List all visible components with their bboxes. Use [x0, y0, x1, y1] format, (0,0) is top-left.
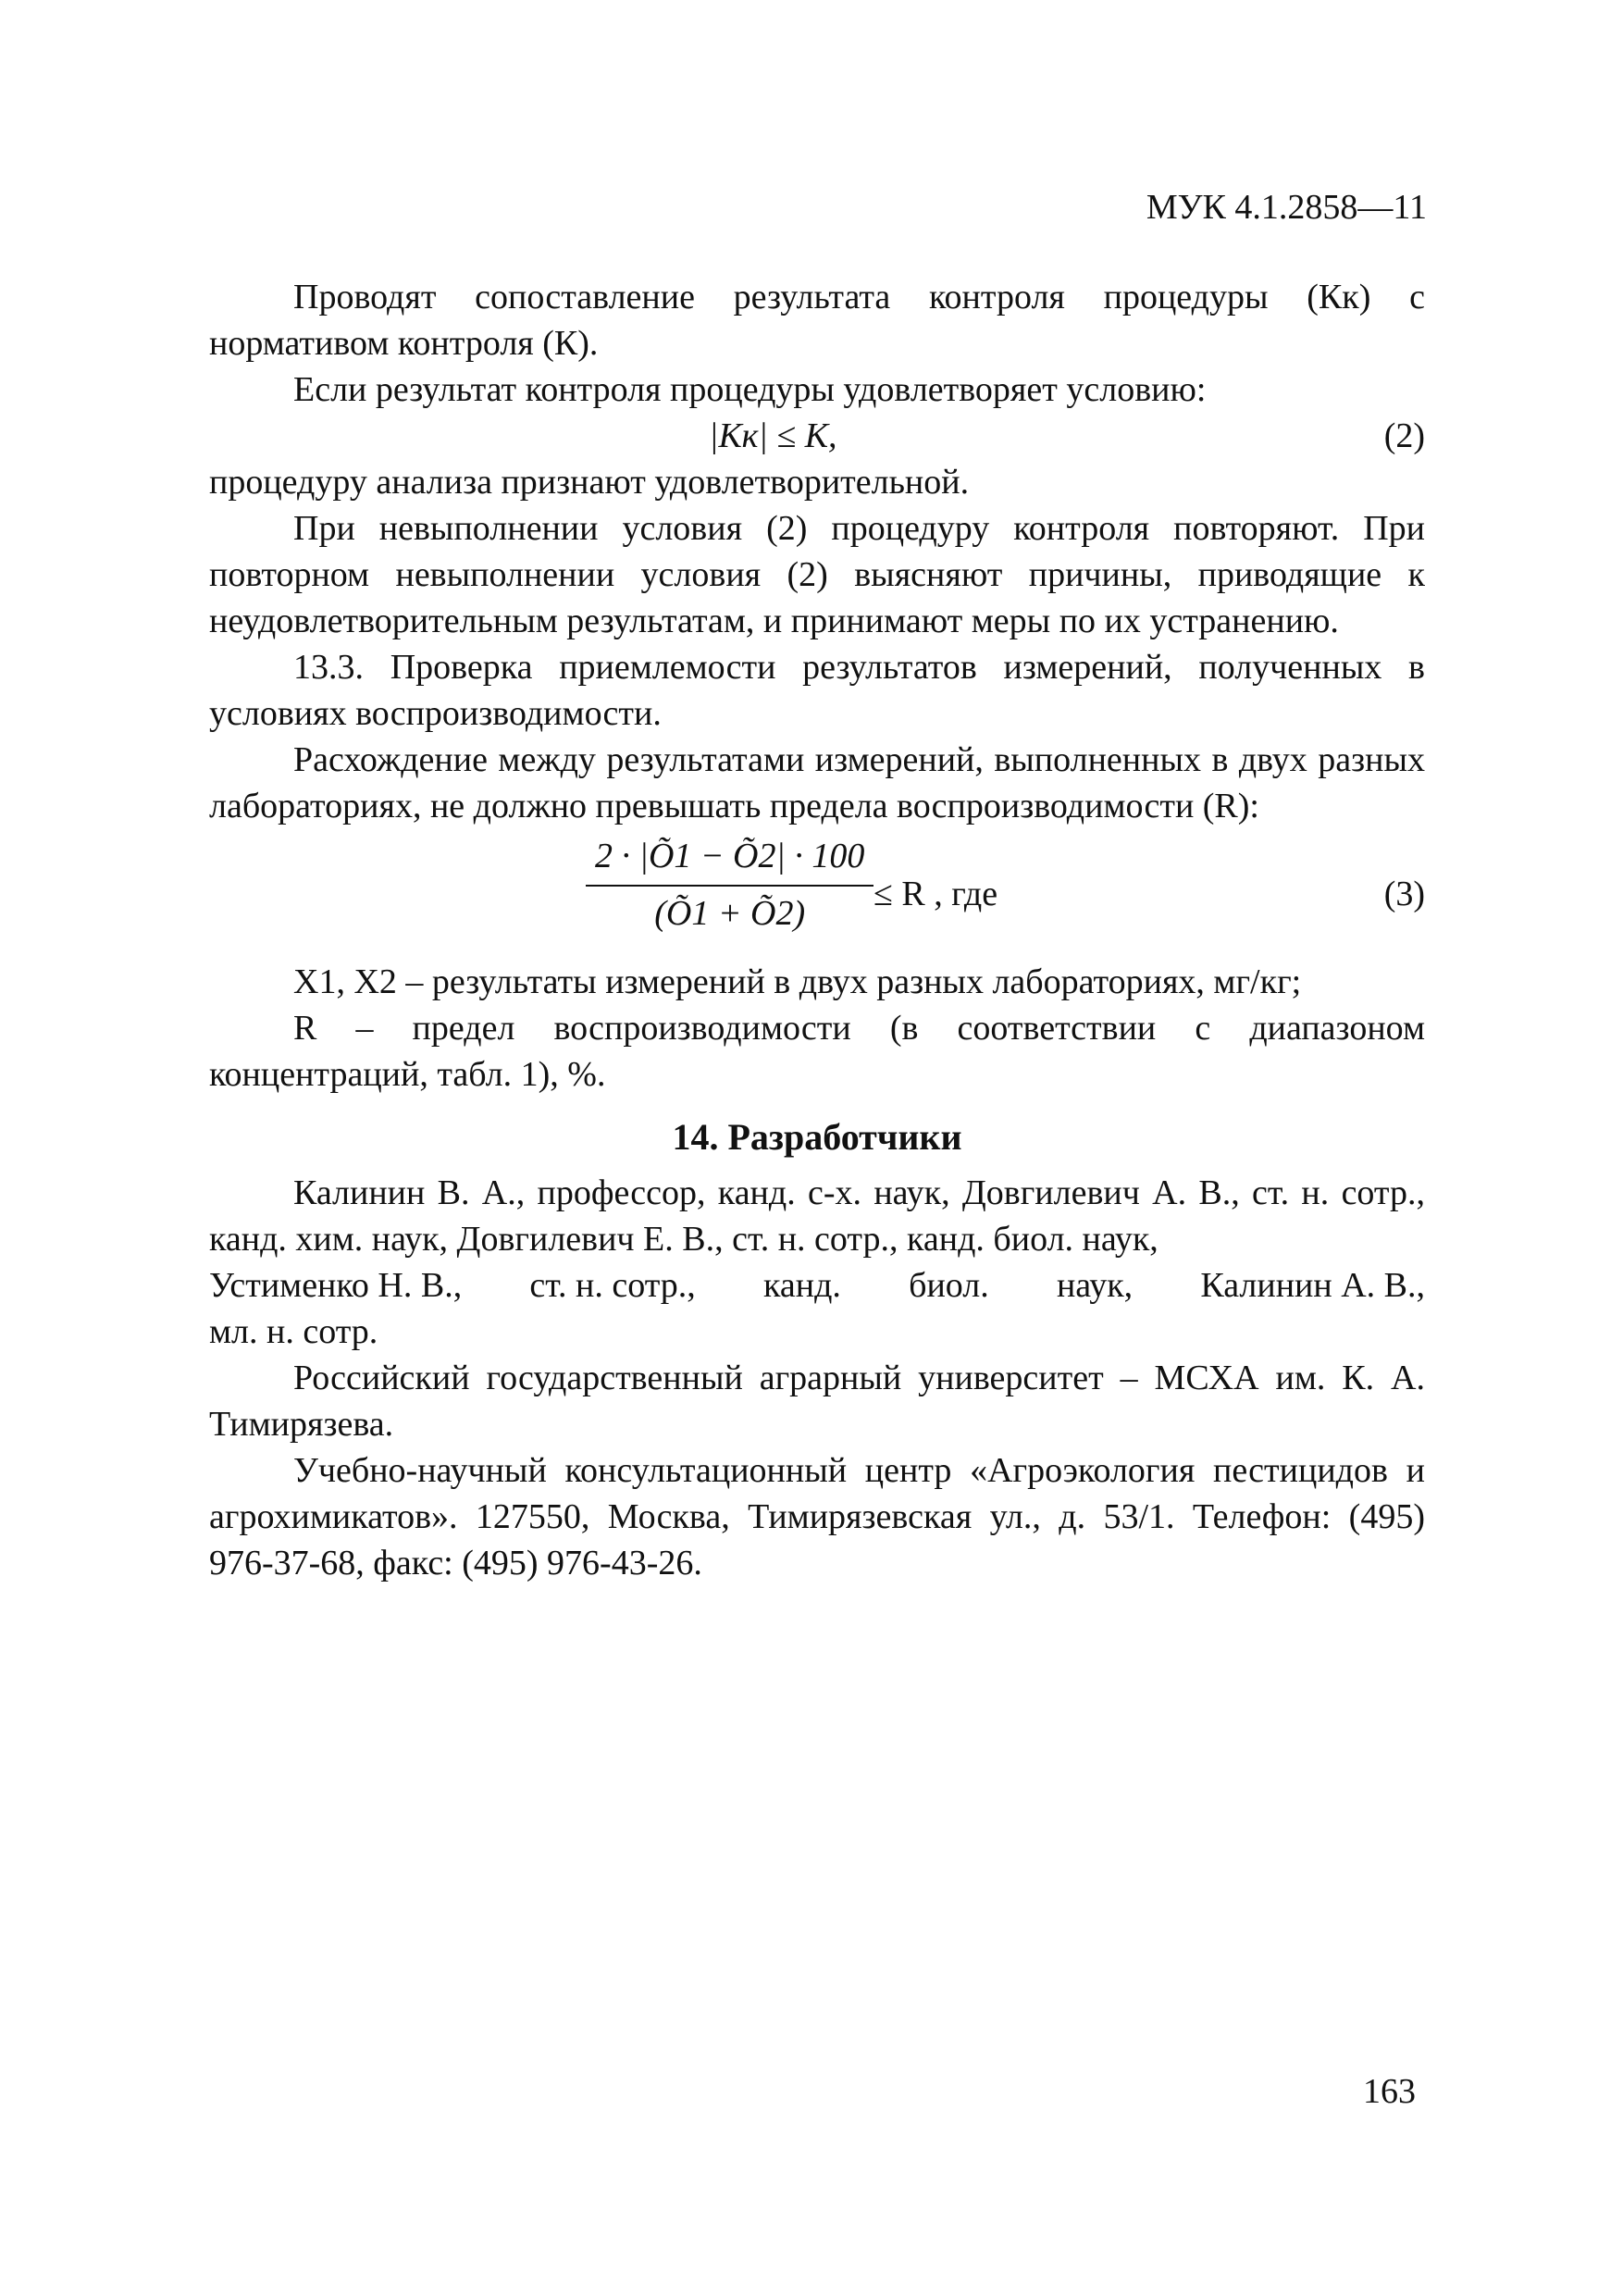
paragraph-satisfactory: процедуру анализа признают удовлетворительной. — [209, 463, 970, 502]
paragraph-comparison: Проводят сопоставление результата контроля процедуры (Кк) с нормативом контроля (К). — [209, 278, 1425, 363]
spread-word: канд. — [762, 1266, 841, 1305]
equation-3-denominator: (Õ1 + Õ2) — [654, 894, 806, 933]
spread-word: Калинин А. В., — [1200, 1266, 1425, 1305]
equation-3-fraction — [586, 833, 873, 937]
paragraph-developers-end: мл. н. сотр. — [209, 1312, 378, 1351]
equation-2 — [209, 413, 1425, 459]
spread-word: ст. н. сотр., — [529, 1266, 696, 1305]
paragraph-university: Российский государственный аграрный университет – МСХА им. К. А. Тимирязева. — [209, 1359, 1425, 1444]
document-code: МУК 4.1.2858—11 — [1146, 188, 1427, 227]
paragraph-13-3: 13.3. Проверка приемлемости результатов измерений, полученных в условиях воспроизводимости. — [209, 648, 1425, 733]
paragraph-center: Учебно-научный консультационный центр «Агроэкология пестицидов и агрохимикатов». 127550, Москва, Тимирязевская ул., д. 53/1. Телефон: (495) 976-37-68, факс: (495) 976-43-26. — [209, 1451, 1425, 1582]
paragraph-condition: Если результат контроля процедуры удовлетворяет условию: — [293, 370, 1207, 409]
equation-3-numerator: 2 · |Õ1 − Õ2| · 100 — [586, 833, 873, 887]
spread-word: Устименко Н. В., — [209, 1266, 463, 1305]
section-14-heading: 14. Разработчики — [672, 1116, 962, 1158]
paragraph-discrepancy: Расхождение между результатами измерений, выполненных в двух разных лабораториях, не должно превышать предела воспроизводимости (R): — [209, 740, 1425, 825]
equation-2-body: |Кк| ≤ К, — [709, 416, 837, 455]
equation-2-number: (2) — [1383, 416, 1425, 455]
spread-word: биол. — [909, 1266, 989, 1305]
equation-3-condition: ≤ R , где — [873, 875, 998, 913]
paragraph-r-definition: R – предел воспроизводимости (в соответствии с диапазоном концентраций, табл. 1), %. — [209, 1009, 1425, 1094]
paragraph-developers: Калинин В. А., профессор, канд. с-х. наук, Довгилевич А. В., ст. н. сотр., канд. хим. наук, Довгилевич Е. В., ст. н. сотр., канд. биол. наук, — [209, 1173, 1425, 1259]
page-number: 163 — [1363, 2072, 1416, 2111]
paragraph-x-definition: X1, X2 – результаты измерений в двух разных лабораториях, мг/кг; — [293, 962, 1302, 1001]
page-content — [209, 274, 1425, 1586]
equation-3-number: (3) — [1383, 875, 1425, 913]
paragraph-repeat: При невыполнении условия (2) процедуру контроля повторяют. При повторном невыполнении условия (2) выясняют причины, приводящие к неудовлетворительным результатам, и принимают меры по их устранению. — [209, 509, 1425, 640]
equation-3 — [209, 829, 1425, 959]
developers-spread-line — [209, 1262, 1425, 1309]
spread-word: наук, — [1056, 1266, 1134, 1305]
